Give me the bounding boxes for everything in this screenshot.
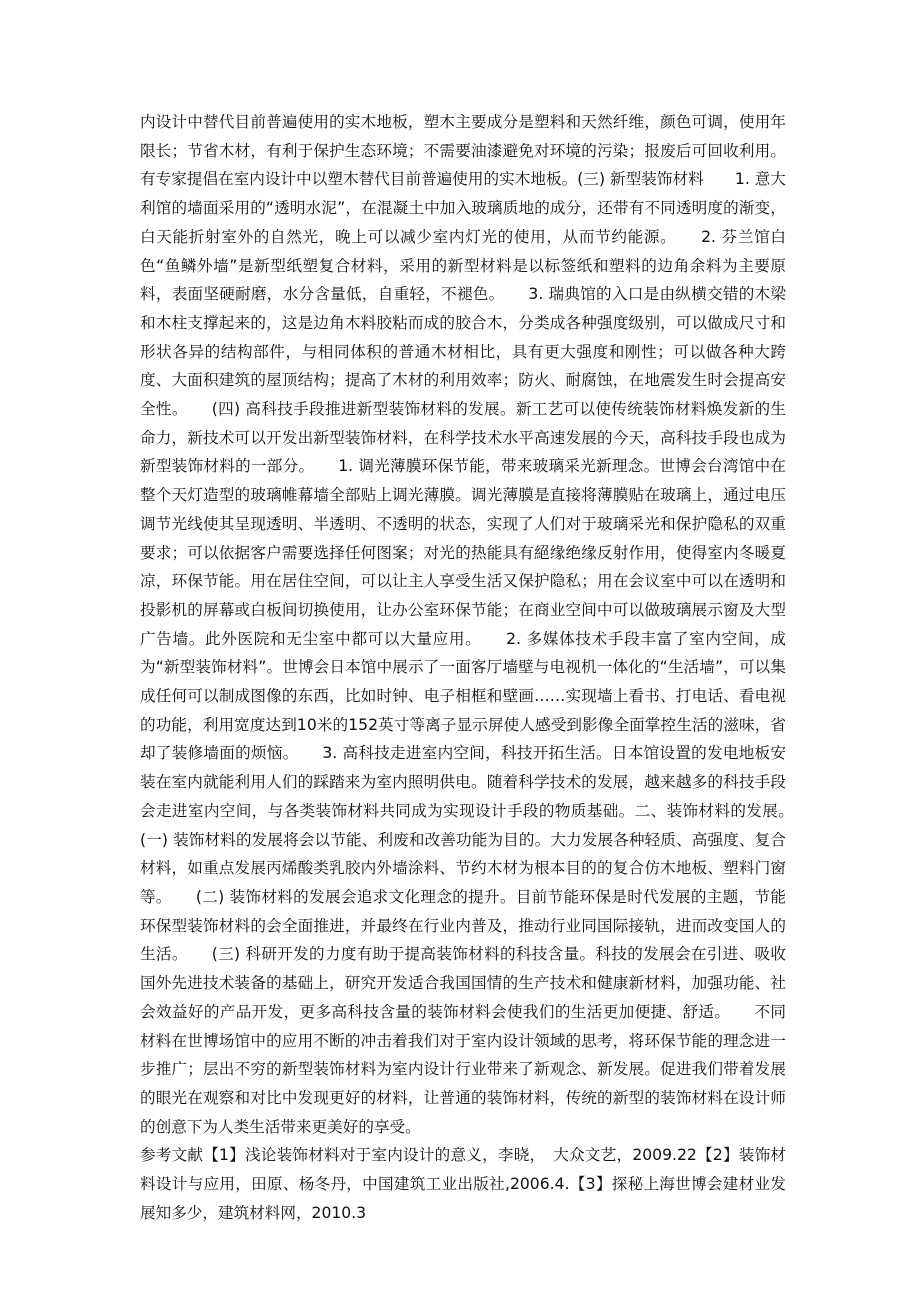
body-paragraph: 内设计中替代目前普遍使用的实木地板，塑木主要成分是塑料和天然纤维，颜色可调，使用年限长；节省木材，有利于保护生态环境；不需要油漆避免对环境的污染；报废后可回收利用。有专家提倡在室内设计中以塑木替代目前普遍使用的实木地板。(三) 新型装饰材料 1. 意大利馆的墙面采用的“透明水泥”，在混凝土中加入玻璃质地的成分，还带有不同透明度的渐变，白天能折射室外的自然光，晚上可以减少室内灯光的使用，从而节约能源。 2. 芬兰馆白色“鱼鳞外墙”是新型纸塑复合材料，采用的新型材料是以标签纸和塑料的边角余料为主要原料，表面坚硬耐磨，水分含量低，自重轻，不褪色。 3. 瑞典馆的入口是由纵横交错的木梁和木柱支撑起来的，这是边角木料胶粘而成的胶合木，分类成各种强度级别，可以做成尺寸和形状各异的结构部件，与相同体积的普通木材相比，具有更大强度和刚性；可以做各种大跨度、大面积建筑的屋顶结构；提高了木材的利用效率；防火、耐腐蚀，在地震发生时会提高安全性。 (四) 高科技手段推进新型装饰材料的发展。新工艺可以使传统装饰材料焕发新的生命力，新技术可以开发出新型装饰材料，在科学技术水平高速发展的今天，高科技手段也成为新型装饰材料的一部分。 1. 调光薄膜环保节能，带来玻璃采光新理念。世博会台湾馆中在整个天灯造型的玻璃帷幕墙全部贴上调光薄膜。调光薄膜是直接将薄膜贴在玻璃上，通过电压调节光线使其呈现透明、半透明、不透明的状态，实现了人们对于玻璃采光和保护隐私的双重要求；可以依据客户需要选择任何图案；对光的热能具有絕缘绝缘反射作用，使得室内冬暖夏凉，环保节能。用在居住空间，可以让主人享受生活又保护隐私；用在会议室中可以在透明和投影机的屏幕或白板间切换使用，让办公室环保节能；在商业空间中可以做玻璃展示窗及大型广告墙。此外医院和无尘室中都可以大量应用。 2. 多媒体技术手段丰富了室内空间，成为“新型装饰材料”。世博会日本馆中展示了一面客厅墙壁与电视机一体化的“生活墙”，可以集成任何可以制成图像的东西，比如时钟、电子相框和壁画……实现墙上看书、打电话、看电视的功能，利用宽度达到10米的152英寸等离子显示屏使人感受到影像全面掌控生活的滋味，省却了装修墙面的烦恼。 3. 高科技走进室内空间，科技开拓生活。日本馆设置的发电地板安装在室内就能利用人们的踩踏来为室内照明供电。随着科学技术的发展，越来越多的科技手段会走进室内空间，与各类装饰材料共同成为实现设计手段的物质基础。二、装饰材料的发展。 (一) 装饰材料的发展将会以节能、利废和改善功能为目的。大力发展各种轻质、高强度、复合材料，如重点发展丙烯酸类乳胶内外墙涂料、节约木材为根本目的的复合仿木地板、塑料门窗等。 (二) 装饰材料的发展会追求文化理念的提升。目前节能环保是时代发展的主题，节能环保型装饰材料的会全面推进，并最终在行业内普及，推动行业同国际接轨，进而改变国人的生活。 (三) 科研开发的力度有助于提高装饰材料的科技含量。科技的发展会在引进、吸收国外先进技术装备的基础上，研究开发适合我国国情的生产技术和健康新材料，加强功能、社会效益好的产品开发，更多高科技含量的装饰材料会使我们的生活更加便捷、舒适。 不同材料在世博场馆中的应用不断的冲击着我们对于室内设计领域的思考，将环保节能的理念进一步推广；层出不穷的新型装饰材料为室内设计行业带来了新观念、新发展。促进我们带着发展的眼光在观察和对比中发现更好的材料，让普通的装饰材料，传统的新型的装饰材料在设计师的创意下为人类生活带来更美好的享受。 xyxy=(140,113,818,1136)
document-page xyxy=(140,108,818,1227)
references-paragraph: 参考文献【1】浅论装饰材料对于室内设计的意义，李晓， 大众文艺，2009.22【2】装饰材料设计与应用，田原、杨冬丹，中国建筑工业出版社,2006.4.【3】探秘上海世博会建材业发展知多少，建筑材料网，2010.3 xyxy=(140,1146,786,1222)
